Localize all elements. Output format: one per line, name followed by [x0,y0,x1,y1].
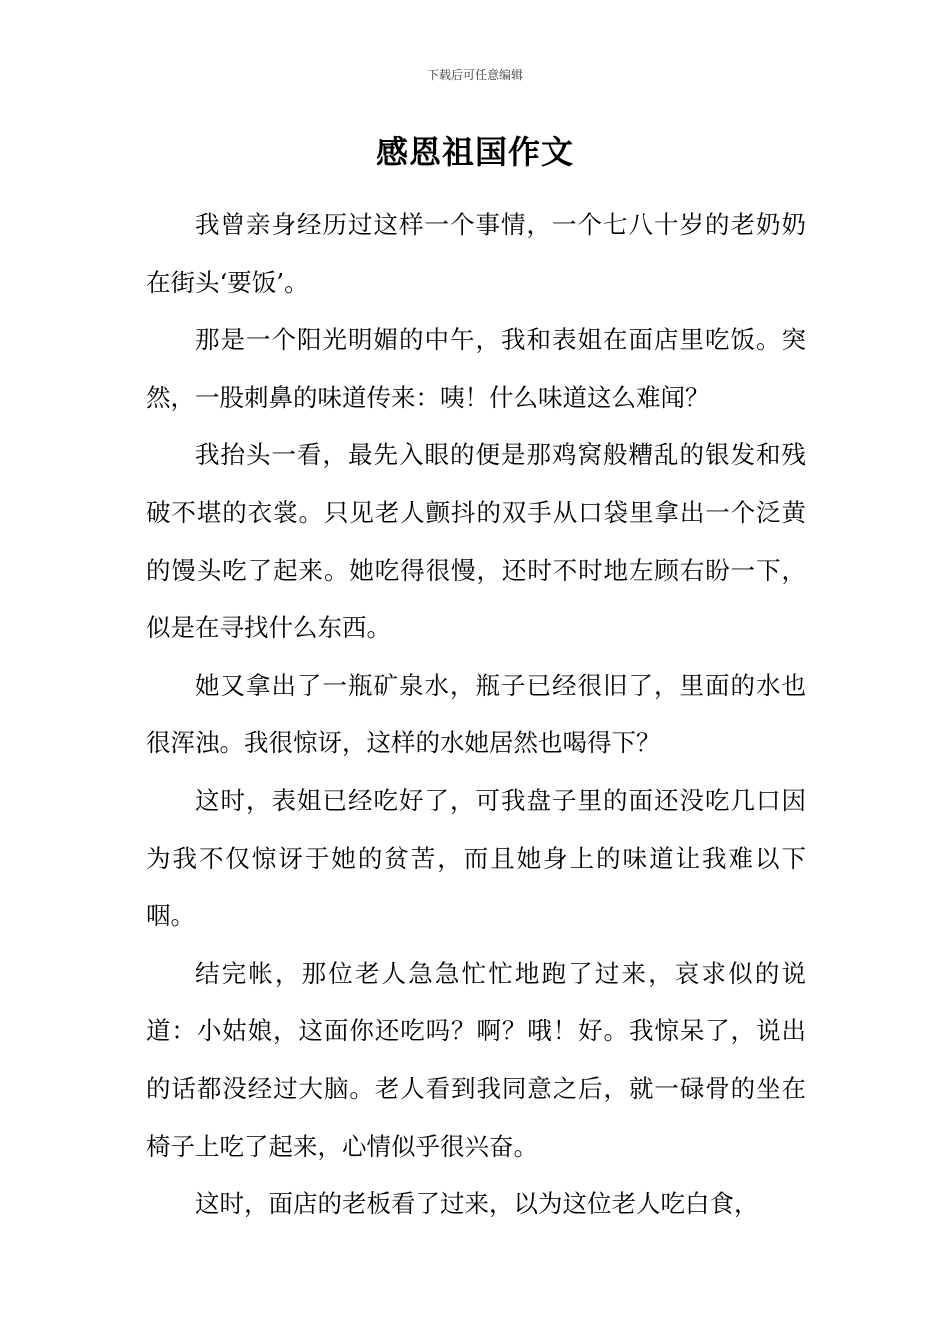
paragraph: 这时，表姐已经吃好了，可我盘子里的面还没吃几口因为我不仅惊讶于她的贫苦，而且她身上的味道让我难以下咽。 [146,785,806,931]
page-header: 下载后可任意编辑 [426,68,523,82]
paragraph: 结完帐，那位老人急急忙忙地跑了过来，哀求似的说道：小姑娘，这面你还吃吗？啊？哦！好。我惊呆了，说出的话都没经过大脑。老人看到我同意之后，就一碌骨的坐在椅子上吃了起来，心情似乎很兴奋。 [146,958,806,1161]
paragraph: 我曾亲身经历过这样一个事情，一个七八十岁的老奶奶在街头‘要饭’。 [146,210,806,297]
paragraph: 这时，面店的老板看了过来，以为这位老人吃白食， [195,1189,759,1219]
document-title: 感恩祖国作文 [375,133,574,171]
paragraph: 那是一个阳光明媚的中午，我和表姐在面店里吃饭。突然，一股刺鼻的味道传来：咦！什么味道这么难闻？ [146,325,806,412]
document-body [146,196,806,1233]
paragraph: 她又拿出了一瓶矿泉水，瓶子已经很旧了，里面的水也很浑浊。我很惊讶，这样的水她居然也喝得下？ [146,670,806,758]
paragraph: 我抬头一看，最先入眼的便是那鸡窝般糟乱的银发和残破不堪的衣裳。只见老人颤抖的双手从口袋里拿出一个泛黄的馒头吃了起来。她吃得很慢，还时不时地左顾右盼一下，似是在寻找什么东西。 [146,440,806,643]
